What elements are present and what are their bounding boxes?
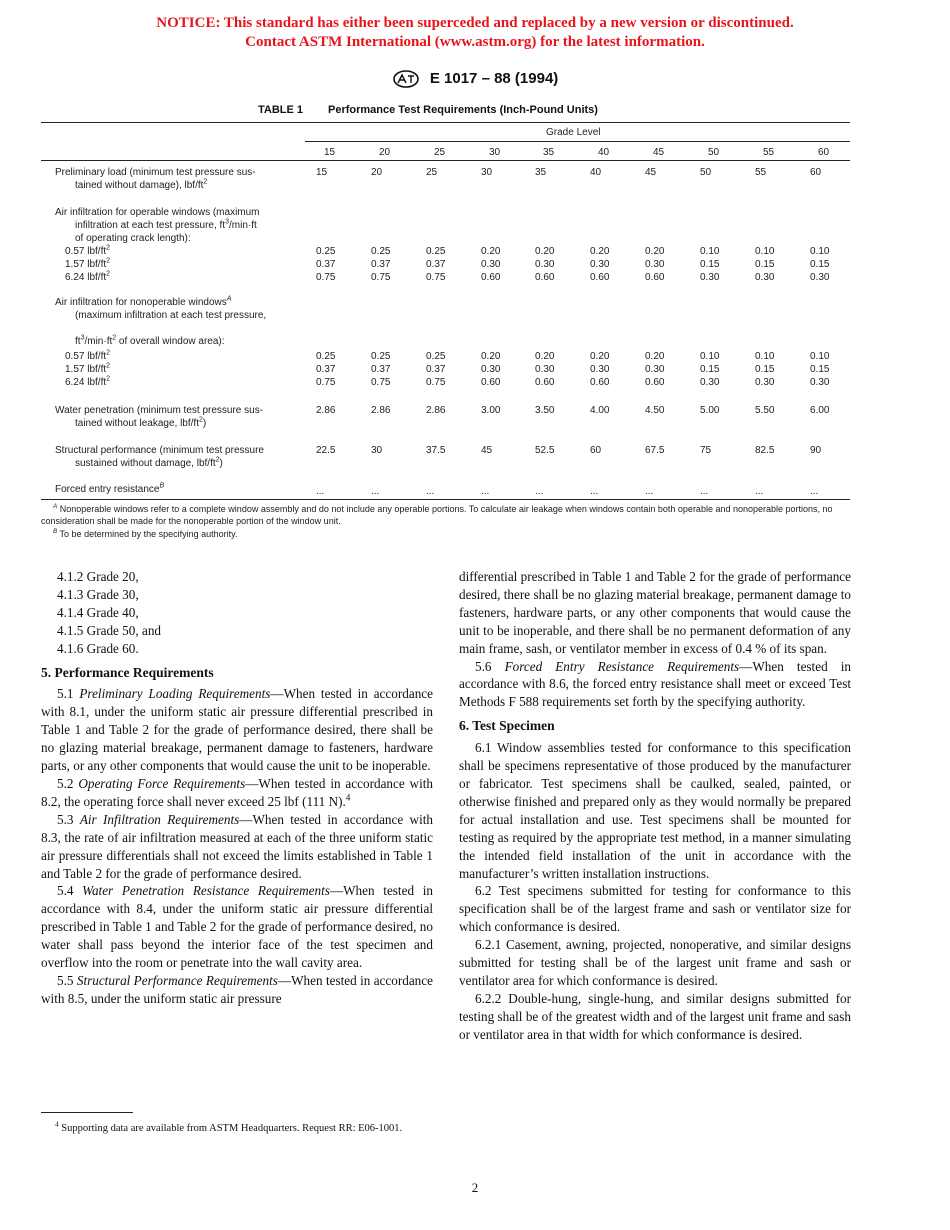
superscript: 2 (215, 456, 220, 464)
table-cell: 30 (371, 445, 383, 456)
table-cell: 0.60 (481, 272, 501, 283)
left-column (41, 568, 433, 1008)
table-cell: 0.75 (316, 272, 336, 283)
para-number: 5.2 (57, 775, 74, 791)
superscript: 2 (106, 362, 111, 370)
para-number: 5.4 (57, 883, 74, 899)
table-cell: 67.5 (645, 445, 665, 456)
table-cell: 0.60 (535, 272, 555, 283)
table-cell: 4.00 (590, 405, 610, 416)
paragraph-5-6 (459, 658, 851, 712)
section-6-heading: 6. Test Specimen (459, 718, 555, 734)
para-title: Forced Entry Resistance Requirements (504, 658, 740, 674)
paragraph-5-4 (41, 882, 433, 972)
table-cell: 0.60 (590, 377, 610, 388)
row-forced-entry-label (55, 483, 305, 496)
grade-header-cell: 30 (489, 147, 501, 158)
table-bottom-rule (41, 499, 850, 500)
table-cell: 0.20 (645, 246, 665, 257)
table-cell: 0.30 (535, 364, 555, 375)
table-cell: 0.30 (810, 272, 830, 283)
stub-line (55, 335, 305, 348)
table-cell: ... (755, 486, 764, 497)
table-cell: 0.20 (535, 351, 555, 362)
pressure-label (65, 350, 315, 363)
paragraph-5-1 (41, 685, 433, 775)
row-structural-label (55, 444, 305, 470)
table-cell: 25 (426, 167, 438, 178)
list-item: 4.1.5 Grade 50, and (57, 622, 162, 638)
grade-header-cell: 20 (379, 147, 391, 158)
table-cell: 0.37 (371, 364, 391, 375)
table-cell: ... (645, 486, 654, 497)
table-cell: 20 (371, 167, 383, 178)
right-column (459, 568, 851, 1044)
table-cell: 6.00 (810, 405, 830, 416)
table-cell: 30 (481, 167, 493, 178)
table-footnote-a (41, 503, 853, 527)
pressure-text: 1.57 lbf/ft (65, 259, 107, 270)
table-cell: 0.30 (535, 259, 555, 270)
para-text: —When tested in accordance with 8.2, the operating force shall never exceed 25 lbf (111 N). (41, 775, 434, 809)
table-cell: 0.60 (645, 377, 665, 388)
notice-banner (0, 14, 950, 52)
stub-text: of overall window area): (116, 336, 225, 347)
table-cell: 0.25 (316, 351, 336, 362)
table-cell: 0.20 (481, 246, 501, 257)
row-preliminary-label (55, 166, 305, 192)
para-text: —When tested in accordance with 8.4, under the uniform static air pressure differential prescribed in Table 1 and Table 2 for the grade of performance desired, no water shall pass beyond the interior face of the test specimen and overflow into the room or penetrate into the wall cavity area. (41, 883, 433, 971)
table-cell: ... (426, 486, 435, 497)
table-cell: 0.60 (481, 377, 501, 388)
table-cell: 0.10 (755, 246, 775, 257)
grade-header-cell: 55 (763, 147, 775, 158)
grade-header-cell: 45 (653, 147, 665, 158)
section-5-heading: 5. Performance Requirements (41, 664, 214, 680)
table-cell: 0.30 (590, 259, 610, 270)
grade-header-cell: 40 (598, 147, 610, 158)
table-cell: 0.75 (371, 272, 391, 283)
table-cell: ... (481, 486, 490, 497)
table-cell: 0.20 (590, 246, 610, 257)
table-cell: 0.60 (645, 272, 665, 283)
table-cell: 0.15 (700, 364, 720, 375)
stub-text: ft (75, 336, 81, 347)
paragraph-5-5 (41, 972, 433, 1008)
table-cell: 0.25 (316, 246, 336, 257)
table-cell: 0.30 (590, 364, 610, 375)
paragraph-6-1: 6.1 Window assemblies tested for conformance to this specification shall be specimens representative of those produced by the manufacturer or fabricator. Test specimens shall be caulked, sealed, painted, or otherwise finished and prepared only as they would normally be prepared for actual installation and use. Test specimens shall be mounted for testing as required by the appropriate test method, in a manner simulating the intended field installation of the unit in accordance with the manufacturer’s written installation instructions. (459, 740, 851, 881)
table-cell: 82.5 (755, 445, 775, 456)
table-cell: 3.50 (535, 405, 555, 416)
table-cell: 2.86 (426, 405, 446, 416)
superscript: 2 (106, 257, 111, 265)
table-cell: 40 (590, 167, 602, 178)
table-cell: 0.75 (316, 377, 336, 388)
superscript: 2 (106, 270, 111, 278)
paragraph-5-5-continued: differential prescribed in Table 1 and Table 2 for the grade of performance desired, there shall be no glazing material breakage, permanent damage to fasteners, hardware parts, or any other components that would cause the unit to be inoperable, and there shall be no permanent deformation of any main frame, sash, or ventilator member in excess of 0.4 % of its span. (459, 569, 851, 656)
superscript: 2 (203, 178, 208, 186)
list-item: 4.1.4 Grade 40, (57, 604, 139, 620)
pressure-label (65, 363, 315, 376)
designation: E 1017 – 88 (1994) (429, 70, 559, 87)
table-cell: 0.37 (371, 259, 391, 270)
table-cell: 3.00 (481, 405, 501, 416)
table-cell: 2.86 (316, 405, 336, 416)
table-cell: 0.75 (426, 377, 446, 388)
table-cell: 60 (590, 445, 602, 456)
stub-text: ) (219, 458, 223, 469)
stub-line (55, 179, 305, 192)
table-cell: 0.15 (810, 364, 830, 375)
grade-header-cell: 25 (434, 147, 446, 158)
row-infil-operable-label (55, 206, 305, 245)
superscript: 2 (112, 334, 117, 342)
para-title: Preliminary Loading Requirements (79, 686, 271, 702)
table-cell: ... (700, 486, 709, 497)
table-cell: 0.25 (371, 351, 391, 362)
table-cell: ... (810, 486, 819, 497)
table-footnote-b (41, 528, 853, 540)
stub-text: Forced entry resistance (55, 484, 160, 495)
footnote-mark: 4 (55, 1119, 59, 1129)
list-item: 4.1.3 Grade 30, (57, 586, 139, 602)
pressure-text: 6.24 lbf/ft (65, 377, 107, 388)
table-cell: 5.00 (700, 405, 720, 416)
para-title: Structural Performance Requirements (76, 972, 278, 988)
table-cell: 0.37 (316, 259, 336, 270)
table-cell: 45 (481, 445, 493, 456)
table-cell: 0.30 (755, 377, 775, 388)
stub-line: Structural performance (minimum test pressure (55, 445, 264, 456)
pressure-label (65, 376, 315, 389)
list-item: 4.1.6 Grade 60. (57, 640, 139, 656)
para-text: —When tested in accordance with 8.5, under the uniform static air pressure (41, 972, 433, 1006)
table-cell: ... (316, 486, 325, 497)
stub-line (55, 457, 305, 470)
table-cell: 0.20 (535, 246, 555, 257)
pressure-label (65, 245, 315, 258)
table-label: TABLE 1 (258, 104, 304, 116)
pressure-text: 6.24 lbf/ft (65, 272, 107, 283)
table-cell: 0.30 (700, 377, 720, 388)
table-cell: 0.20 (481, 351, 501, 362)
table-cell: 0.60 (590, 272, 610, 283)
pressure-text: 1.57 lbf/ft (65, 364, 107, 375)
superscript: 2 (198, 416, 203, 424)
table-cell: 0.60 (535, 377, 555, 388)
footnote-rule (41, 1112, 133, 1113)
table-cell: 37.5 (426, 445, 446, 456)
table-cell: 0.10 (810, 351, 830, 362)
para-text: —When tested in accordance with 8.6, the forced entry resistance shall meet or exceed Test Methods F 588 requirements set forth by the specifying authority. (459, 658, 852, 710)
stub-line: Air infiltration for operable windows (maximum (55, 207, 260, 218)
table-cell: ... (590, 486, 599, 497)
table-cell: 0.75 (426, 272, 446, 283)
stub-line: Water penetration (minimum test pressure sus- (55, 405, 264, 416)
table-cell: 52.5 (535, 445, 555, 456)
para-number: 5.6 (475, 658, 492, 674)
para-title: Air Infiltration Requirements (79, 811, 240, 827)
stub-line (55, 219, 305, 232)
stub-text: sustained without damage, lbf/ft (75, 458, 216, 469)
notice-line-1: NOTICE: This standard has either been superceded and replaced by a new version or discontinued. (156, 15, 794, 31)
table-cell: 0.25 (426, 246, 446, 257)
row-water-label (55, 404, 305, 430)
para-text: —When tested in accordance with 8.3, the rate of air infiltration measured at each of the three uniform static air pressure differentials shall not exceed the limits established in Table 1 and Table 2 for the grade of performance desired. (41, 811, 434, 881)
table-cell: 0.10 (810, 246, 830, 257)
list-item: 4.1.2 Grade 20, (57, 569, 139, 584)
table-cell: 0.15 (700, 259, 720, 270)
table-cell: 0.30 (810, 377, 830, 388)
table-cell: 22.5 (316, 445, 336, 456)
para-number: 5.1 (57, 686, 74, 702)
stub-line (55, 417, 305, 430)
table-cell: 0.10 (755, 351, 775, 362)
stub-text: tained without leakage, lbf/ft (75, 418, 199, 429)
paragraph-6-2: 6.2 Test specimens submitted for testing for conformance to this specification shall be of the largest frame and sash or ventilator size for which conformance is desired. (459, 883, 851, 935)
footnote-text: Nonoperable windows refer to a complete window assembly and do not include any operable portions. To calculate air leakage when windows contain both operable and nonoperable portions, no consideration shall be made for the nonoperable portion of the window unit. (41, 504, 833, 526)
stub-text: ) (202, 418, 207, 429)
table-cell: 35 (535, 167, 547, 178)
table-cell: 0.30 (481, 364, 501, 375)
table-cell: 0.25 (426, 351, 446, 362)
table-cell: 0.30 (700, 272, 720, 283)
grade-header-cell: 15 (324, 147, 336, 158)
table-cell: 90 (810, 445, 822, 456)
table-cell: 0.30 (481, 259, 501, 270)
table-cell: 0.15 (755, 364, 775, 375)
paragraph-5-3 (41, 811, 433, 883)
header-bottom-rule (41, 160, 850, 161)
stub-text: infiltration at each test pressure, ft (75, 220, 226, 231)
table-cell: 0.30 (755, 272, 775, 283)
table-cell: 0.10 (700, 351, 720, 362)
table-cell: 75 (700, 445, 712, 456)
document-header (0, 70, 950, 88)
footnote-mark: A (53, 503, 58, 510)
footnote-text: Supporting data are available from ASTM Headquarters. Request RR: E06-1001. (61, 1123, 403, 1134)
superscript: 2 (106, 244, 111, 252)
table-cell: 0.25 (371, 246, 391, 257)
table-cell: 45 (645, 167, 657, 178)
para-number: 5.3 (57, 811, 74, 827)
footnote-text: To be determined by the specifying authority. (59, 529, 238, 539)
stub-line (55, 296, 305, 309)
table-cell: ... (371, 486, 380, 497)
table-cell: 0.15 (755, 259, 775, 270)
table-cell: 4.50 (645, 405, 665, 416)
paragraph-6-2-1: 6.2.1 Casement, awning, projected, nonoperative, and similar designs submitted for testing shall be of the largest unit frame and sash or ventilator area for which conformance is desired. (459, 937, 851, 988)
grade-header-cell: 50 (708, 147, 720, 158)
row-infil-nonoperable-label (55, 296, 305, 348)
footnote-ref: 4 (345, 792, 351, 803)
superscript: 3 (80, 334, 85, 342)
table-cell: 55 (755, 167, 767, 178)
table-cell: 0.37 (426, 364, 446, 375)
footnote-4 (41, 1119, 433, 1136)
para-text: —When tested in accordance with 8.1, under the uniform static air pressure differential prescribed in Table 1 and Table 2 for the grade of performance desired, there shall be no glazing material breakage, permanent damage to fasteners, hardware parts, or any other components that would cause the unit to be inoperable. (41, 686, 434, 774)
table-cell: 0.75 (371, 377, 391, 388)
table-cell: 0.37 (426, 259, 446, 270)
stub-line: (maximum infiltration at each test pressure, (75, 310, 267, 321)
para-number: 5.5 (57, 972, 74, 988)
pressure-text: 0.57 lbf/ft (65, 351, 107, 362)
para-title: Water Penetration Resistance Requirements (82, 883, 330, 899)
grade-header-cell: 35 (543, 147, 555, 158)
grade-header-cell: 60 (818, 147, 830, 158)
table-cell: 0.30 (645, 364, 665, 375)
table-cell: 60 (810, 167, 822, 178)
stub-text: Air infiltration for nonoperable windows (55, 297, 227, 308)
table-cell: 5.50 (755, 405, 775, 416)
table-cell: 0.20 (645, 351, 665, 362)
pressure-text: 0.57 lbf/ft (65, 246, 107, 257)
table-cell: 0.10 (700, 246, 720, 257)
superscript: 2 (106, 349, 111, 357)
grade-level-header: Grade Level (546, 127, 601, 138)
table-cell: 0.15 (810, 259, 830, 270)
pressure-label (65, 271, 315, 284)
stub-text: /min·ft (228, 220, 257, 231)
stub-line: Preliminary load (minimum test pressure sus- (55, 167, 256, 178)
table-cell: ... (535, 486, 544, 497)
superscript: 2 (106, 375, 111, 383)
para-title: Operating Force Requirements (78, 775, 246, 791)
table-cell: 2.86 (371, 405, 391, 416)
table-top-rule (41, 122, 850, 123)
table-cell: 15 (316, 167, 328, 178)
table-cell: 0.20 (590, 351, 610, 362)
paragraph-5-2 (41, 775, 433, 811)
stub-text: /min·ft (84, 336, 113, 347)
footnote-mark: B (53, 528, 58, 535)
paragraph-6-2-2: 6.2.2 Double-hung, single-hung, and similar designs submitted for testing shall be of the greatest width and of the largest unit frame and sash or ventilator area in that width for which conformance is desired. (459, 990, 851, 1042)
table-cell: 50 (700, 167, 712, 178)
grades-list (41, 568, 433, 658)
page-number: 2 (471, 1180, 479, 1195)
row-infil-operable-pressures (65, 245, 315, 284)
stub-text: tained without damage), lbf/ft (75, 180, 204, 191)
table-cell: 0.37 (316, 364, 336, 375)
table-cell: 0.30 (645, 259, 665, 270)
table-caption: Performance Test Requirements (Inch-Pound Units) (328, 104, 598, 116)
notice-line-2: Contact ASTM International (www.astm.org) for the latest information. (245, 34, 705, 50)
footnote-mark: B (159, 482, 165, 490)
row-infil-nonoperable-pressures (65, 350, 315, 389)
grade-header-rule (305, 141, 850, 142)
pressure-label (65, 258, 315, 271)
stub-line: of operating crack length): (75, 233, 191, 244)
footnote-mark: A (226, 295, 232, 303)
superscript: 3 (225, 218, 229, 226)
astm-logo-icon (392, 70, 420, 88)
